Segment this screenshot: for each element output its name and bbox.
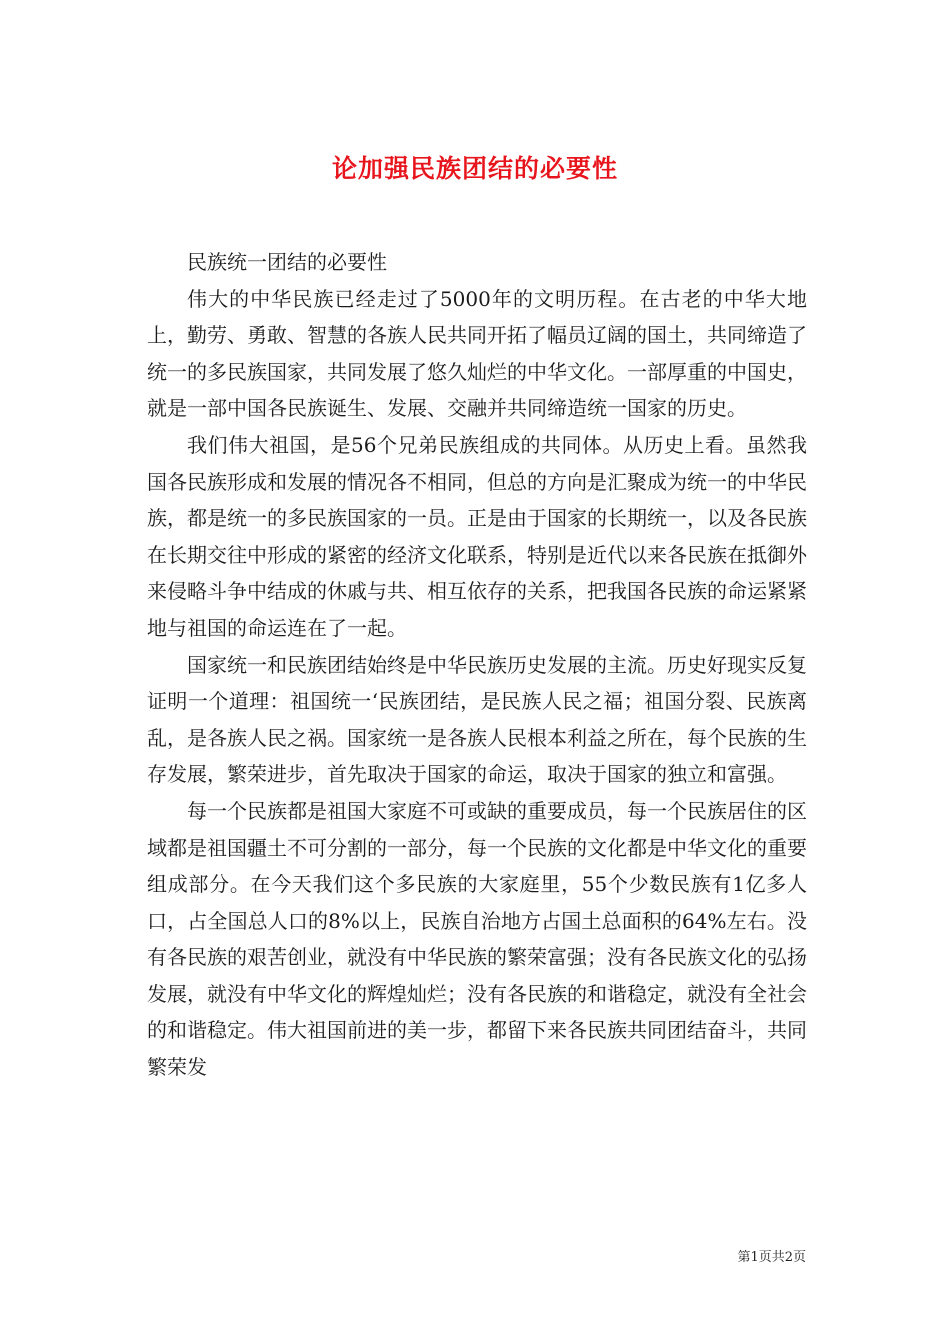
paragraph: 每一个民族都是祖国大家庭不可或缺的重要成员，每一个民族居住的区域都是祖国疆土不可分割的一部分，每一个民族的文化都是中华文化的重要组成部分。在今天我们这个多民族的大家庭里，55个少数民族有1亿多人口，占全国总人口的8%以上，民族自治地方占国土总面积的64%左右。没有各民族的艰苦创业，就没有中华民族的繁荣富强；没有各民族文化的弘扬发展，就没有中华文化的辉煌灿烂；没有各民族的和谐稳定，就没有全社会的和谐稳定。伟大祖国前进的美一步，都留下来各民族共同团结奋斗，共同繁荣发 (147, 798, 807, 1080)
document-body (147, 244, 807, 1086)
page-number: 第1页共2页 (737, 1250, 806, 1265)
paragraph: 伟大的中华民族已经走过了5000年的文明历程。在古老的中华大地上，勤劳、勇敢、智慧的各族人民共同开拓了幅员辽阔的国土，共同缔造了统一的多民族国家，共同发展了悠久灿烂的中华文化。一部厚重的中国史，就是一部中国各民族诞生、发展、交融并共同缔造统一国家的历史。 (147, 286, 807, 421)
paragraph: 国家统一和民族团结始终是中华民族历史发展的主流。历史好现实反复证明一个道理：祖国统一‘民族团结，是民族人民之福；祖国分裂、民族离乱，是各族人民之祸。国家统一是各族人民根本利益之所在，每个民族的生存发展，繁荣进步，首先取决于国家的命运，取决于国家的独立和富强。 (147, 652, 807, 787)
section-heading: 民族统一团结的必要性 (187, 250, 387, 274)
page-title: 论加强民族团结的必要性 (331, 153, 618, 183)
paragraph: 我们伟大祖国，是56个兄弟民族组成的共同体。从历史上看。虽然我国各民族形成和发展的情况各不相同，但总的方向是汇聚成为统一的中华民族，都是统一的多民族国家的一员。正是由于国家的长期统一，以及各民族在长期交往中形成的紧密的经济文化联系，特别是近代以来各民族在抵御外来侵略斗争中结成的休戚与共、相互依存的关系，把我国各民族的命运紧紧地与祖国的命运连在了一起。 (147, 432, 807, 640)
